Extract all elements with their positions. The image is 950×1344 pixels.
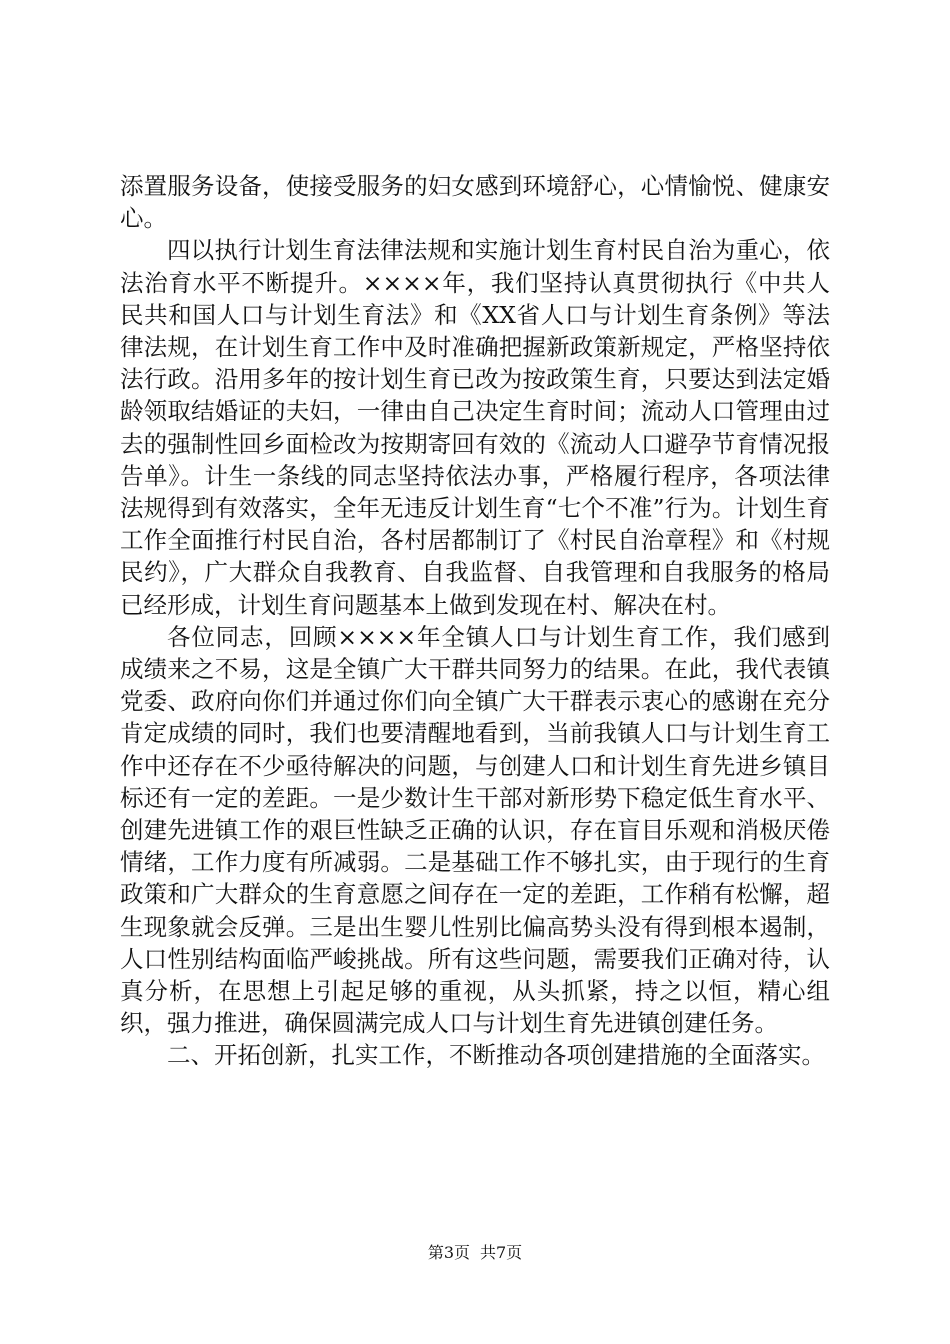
paragraph-2: 四以执行计划生育法律法规和实施计划生育村民自治为重心，依法治育水平不断提升。××××年，我们坚持认真贯彻执行《中共人民共和国人口与计划生育法》和《XX省人口与计划生育条例》等法律法规，在计划生育工作中及时准确把握新政策新规定，严格坚持依法行政。沿用多年的按计划生育已改为按政策生育，只要达到法定婚龄领取结婚证的夫妇，一律由自己决定生育时间；流动人口管理由过去的强制性回乡面检改为按期寄回有效的《流动人口避孕节育情况报告单》。计生一条线的同志坚持依法办事，严格履行程序，各项法律法规得到有效落实，全年无违反计划生育“七个不准”行为。计划生育工作全面推行村民自治，各村居都制订了《村民自治章程》和《村规民约》，广大群众自我教育、自我监督、自我管理和自我服务的格局已经形成，计划生育问题基本上做到发现在村、解决在村。 bbox=[120, 236, 830, 619]
page-footer bbox=[0, 1243, 950, 1263]
paragraph-4: 二、开拓创新，扎实工作，不断推动各项创建措施的全面落实。 bbox=[167, 1041, 825, 1070]
page-number: 第3页 bbox=[427, 1243, 470, 1262]
page-total: 共7页 bbox=[480, 1243, 523, 1262]
paragraph-3: 各位同志，回顾××××年全镇人口与计划生育工作，我们感到成绩来之不易，这是全镇广大干群共同努力的结果。在此，我代表镇党委、政府向你们并通过你们向全镇广大干群表示衷心的感谢在充分肯定成绩的同时，我们也要清醒地看到，当前我镇人口与计划生育工作中还存在不少亟待解决的问题，与创建人口和计划生育先进乡镇目标还有一定的差距。一是少数计生干部对新形势下稳定低生育水平、创建先进镇工作的艰巨性缺乏正确的认识，存在盲目乐观和消极厌倦情绪，工作力度有所减弱。二是基础工作不够扎实，由于现行的生育政策和广大群众的生育意愿之间存在一定的差距，工作稍有松懈，超生现象就会反弹。三是出生婴儿性别比偏高势头没有得到根本遏制，人口性别结构面临严峻挑战。所有这些问题，需要我们正确对待，认真分析，在思想上引起足够的重视，从头抓紧，持之以恒，精心组织，强力推进，确保圆满完成人口与计划生育先进镇创建任务。 bbox=[120, 622, 830, 1038]
paragraph-1: 添置服务设备，使接受服务的妇女感到环境舒心，心情愉悦、健康安心。 bbox=[120, 172, 830, 233]
document-body bbox=[120, 170, 830, 1072]
